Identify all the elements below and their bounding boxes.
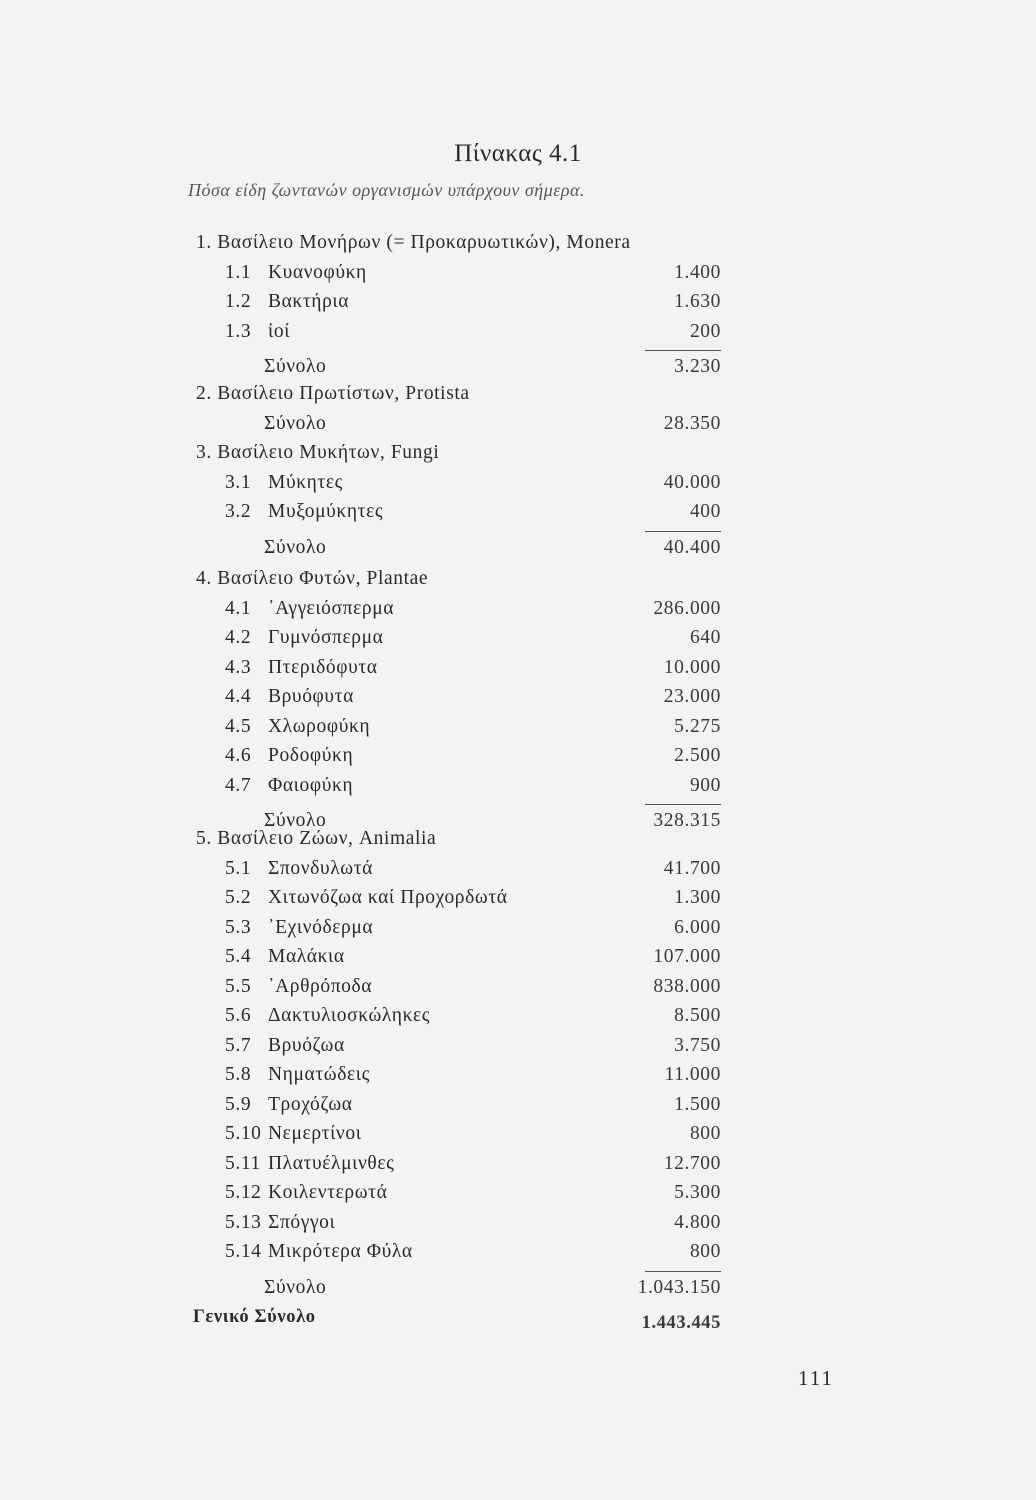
table-row (225, 596, 721, 622)
item-number: 4.5 (225, 715, 252, 737)
item-value: 1.500 (674, 1093, 721, 1115)
table-row (225, 1062, 721, 1088)
subtotal-value: 3.230 (674, 356, 721, 377)
item-label: Κοιλεντερωτά (268, 1182, 388, 1203)
item-number: 1.1 (225, 261, 252, 283)
table-row (225, 885, 721, 911)
subtotal-label: Σύνολο (264, 356, 327, 377)
subtotal-label: Σύνολο (264, 412, 327, 434)
item-label: Βρυόφυτα (268, 686, 354, 707)
item-value: 23.000 (663, 686, 721, 707)
item-number: 5.14 (225, 1241, 262, 1262)
table-row (225, 856, 721, 882)
item-label: Πτεριδόφυτα (268, 656, 378, 678)
item-value: 5.275 (674, 715, 721, 737)
item-value: 11.000 (664, 1064, 721, 1085)
item-value: 838.000 (653, 975, 721, 997)
item-number: 5.1 (225, 857, 252, 879)
item-number: 5.2 (225, 887, 252, 908)
item-number: 5.10 (225, 1123, 262, 1144)
item-value: 400 (689, 501, 721, 522)
table-row (225, 1239, 721, 1265)
kingdom-heading: 1. Βασίλειο Μονήρων (= Προκαρυωτικών), Monera (196, 232, 631, 253)
table-row (225, 1092, 721, 1118)
subtotal-label: Σύνολο (264, 536, 327, 558)
item-value: 6.000 (674, 916, 721, 938)
item-value: 1.630 (674, 291, 721, 312)
item-label: ᾿Αγγειόσπερμα (268, 597, 395, 619)
item-value: 640 (689, 627, 721, 648)
kingdom-heading: 3. Βασίλειο Μυκήτων, Fungi (196, 442, 440, 463)
item-number: 4.3 (225, 656, 252, 678)
table-title: Πίνακας 4.1 (454, 140, 582, 167)
item-number: 4.1 (225, 597, 252, 619)
table-row (225, 260, 721, 286)
item-label: Χιτωνόζωα καί Προχορδωτά (268, 887, 508, 908)
table-row (225, 1003, 721, 1029)
subtotal-label: Σύνολο (264, 1276, 327, 1298)
subtotal-rule (645, 804, 721, 805)
item-number: 5.9 (225, 1093, 252, 1115)
subtotal-value: 28.350 (663, 412, 721, 434)
item-value: 4.800 (674, 1211, 721, 1233)
item-label: Γυμνόσπερμα (268, 627, 384, 648)
item-value: 200 (689, 320, 721, 342)
kingdom-heading: 4. Βασίλειο Φυτών, Plantae (196, 568, 429, 589)
kingdom-heading: 5. Βασίλειο Ζώων, Animalia (196, 828, 437, 849)
table-row (225, 1210, 721, 1236)
subtotal-value: 40.400 (663, 536, 721, 558)
item-label: Σπονδυλωτά (268, 857, 373, 879)
item-number: 5.8 (225, 1064, 252, 1085)
item-number: 5.13 (225, 1211, 262, 1233)
table-row (225, 944, 721, 970)
table-subtitle: Πόσα είδη ζωντανών οργανισμών υπάρχουν σήμερα. (188, 180, 585, 200)
grand-total-row (193, 1304, 721, 1333)
subtotal-rule (645, 531, 721, 532)
item-value: 10.000 (663, 656, 721, 678)
item-label: Βακτήρια (268, 291, 350, 312)
table-row (225, 470, 721, 496)
item-number: 4.7 (225, 774, 252, 796)
item-value: 40.000 (663, 471, 721, 493)
item-number: 5.7 (225, 1034, 252, 1056)
item-label: ᾿Αρθρόποδα (268, 975, 373, 997)
subtotal-row (264, 411, 721, 437)
subtotal-value: 1.043.150 (637, 1276, 721, 1298)
table-row (225, 319, 721, 345)
item-label: Μαλάκια (268, 946, 345, 967)
item-label: Φαιοφύκη (268, 774, 354, 796)
item-label: Μικρότερα Φύλα (268, 1241, 413, 1262)
item-number: 5.11 (225, 1152, 261, 1174)
item-label: ᾿Εχινόδερμα (268, 916, 374, 938)
table-row (225, 974, 721, 1000)
item-value: 800 (689, 1241, 721, 1262)
item-value: 5.300 (674, 1182, 721, 1203)
item-number: 1.2 (225, 291, 252, 312)
item-value: 800 (689, 1123, 721, 1144)
table-row (225, 773, 721, 799)
item-label: Χλωροφύκη (268, 715, 371, 737)
table-row (225, 915, 721, 941)
table-row (225, 1151, 721, 1177)
table-row (225, 684, 721, 710)
item-label: Δακτυλιοσκώληκες (268, 1005, 431, 1026)
item-value: 107.000 (653, 946, 721, 967)
table-row (225, 499, 721, 525)
table-row (225, 743, 721, 769)
item-label: Σπόγγοι (268, 1211, 336, 1233)
table-row (225, 714, 721, 740)
item-label: Πλατυέλμινθες (268, 1152, 395, 1174)
kingdom-heading: 2. Βασίλειο Πρωτίστων, Protista (196, 383, 470, 404)
item-number: 5.12 (225, 1182, 262, 1203)
subtotal-rule (645, 1271, 721, 1272)
item-value: 2.500 (674, 745, 721, 766)
item-number: 5.6 (225, 1005, 252, 1026)
subtotal-value: 328.315 (653, 810, 721, 831)
item-value: 900 (689, 774, 721, 796)
item-label: Τροχόζωα (268, 1093, 353, 1115)
item-number: 3.2 (225, 501, 252, 522)
table-row (225, 1121, 721, 1147)
item-label: Μύκητες (268, 471, 343, 493)
item-value: 1.400 (674, 261, 721, 283)
item-label: Βρυόζωα (268, 1034, 345, 1056)
item-value: 286.000 (653, 597, 721, 619)
item-number: 4.2 (225, 627, 252, 648)
subtotal-row (264, 535, 721, 561)
table-row (225, 1180, 721, 1206)
item-label: Νηματώδεις (268, 1064, 370, 1085)
item-value: 41.700 (663, 857, 721, 879)
table-row (225, 655, 721, 681)
item-value: 1.300 (674, 887, 721, 908)
item-label: ἰοί (268, 320, 291, 342)
table-row (225, 625, 721, 651)
item-value: 12.700 (663, 1152, 721, 1174)
subtotal-row (264, 354, 721, 380)
subtotal-label: Σύνολο (264, 810, 327, 831)
grand-total-label: Γενικό Σύνολο (193, 1307, 316, 1327)
item-number: 4.4 (225, 686, 252, 707)
grand-total-value: 1.443.445 (641, 1313, 721, 1333)
item-label: Κυανοφύκη (268, 261, 367, 283)
page-number: 111 (798, 1366, 834, 1390)
item-label: Μυξομύκητες (268, 501, 384, 522)
item-label: Νεμερτίνοι (268, 1123, 362, 1144)
table-row (225, 289, 721, 315)
item-number: 5.3 (225, 916, 252, 938)
subtotal-rule (645, 350, 721, 351)
subtotal-row (264, 1275, 721, 1301)
item-value: 8.500 (674, 1005, 721, 1026)
item-number: 5.4 (225, 946, 252, 967)
item-number: 5.5 (225, 975, 252, 997)
table-row (225, 1033, 721, 1059)
item-label: Ροδοφύκη (268, 745, 354, 766)
item-value: 3.750 (674, 1034, 721, 1056)
item-number: 3.1 (225, 471, 252, 493)
item-number: 1.3 (225, 320, 252, 342)
item-number: 4.6 (225, 745, 252, 766)
